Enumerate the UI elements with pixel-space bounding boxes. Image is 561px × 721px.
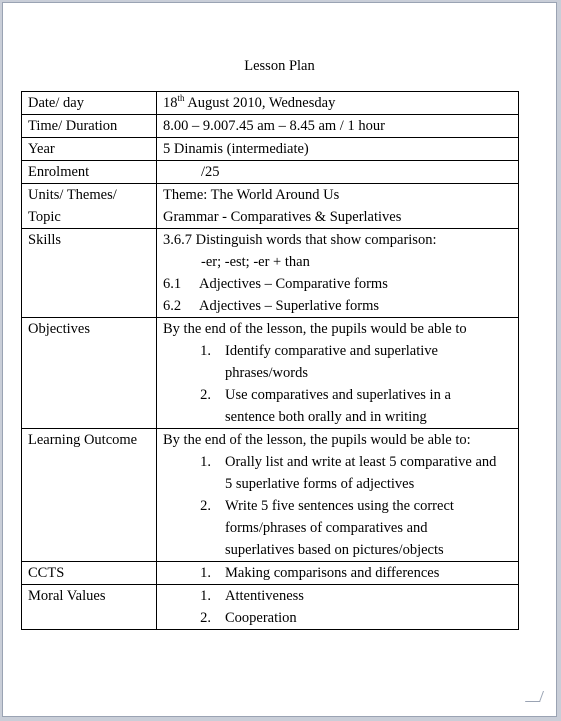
table-row [22,138,519,161]
list-item: 1. Identify comparative and superlative phrases/words [200,343,438,381]
row-label-time: Time/ Duration [22,115,157,138]
row-value-year: 5 Dinamis (intermediate) [157,138,519,161]
row-value-units: Theme: The World Around Us Grammar - Comparatives & Superlatives [157,184,519,229]
list-item: 2. Use comparatives and superlatives in a sentence both orally and in writing [200,387,451,425]
table-row [22,92,519,115]
row-value-skills: 3.6.7 Distinguish words that show comparison: -er; -est; -er + than 6.1 Adjectives – Comparative forms 6.2 Adjectives – Superlative forms [157,229,519,318]
row-label-enrolment: Enrolment [22,161,157,184]
row-label-objectives: Objectives [22,318,157,429]
list-item: 2. Write 5 five sentences using the correct forms/phrases of comparatives and superlatives based on pictures/objects [200,498,454,558]
row-value-objectives: By the end of the lesson, the pupils would be able to 1. Identify comparative and superlative phrases/words 2. Use comparatives and superlatives in a sentence both orally and in writing [157,318,519,429]
lesson-plan-table [21,91,519,630]
page-corner-icon [525,691,544,702]
table-row [22,562,519,585]
list-item: 1. Attentiveness [200,588,304,604]
row-label-year: Year [22,138,157,161]
page-title: Lesson Plan [244,58,315,74]
table-row [22,318,519,429]
table-row [22,429,519,562]
table-row [22,161,519,184]
list-item: 6.1 Adjectives – Comparative forms [163,276,388,292]
row-label-skills: Skills [22,229,157,318]
row-value-moral [157,585,519,630]
row-value-ccts [157,562,519,585]
row-label-date: Date/ day [22,92,157,115]
row-label-outcome: Learning Outcome [22,429,157,562]
row-label-units: Units/ Themes/ Topic [22,184,157,229]
row-value-time: 8.00 – 9.007.45 am – 8.45 am / 1 hour [157,115,519,138]
list-item: 6.2 Adjectives – Superlative forms [163,298,379,314]
document-page [2,2,557,717]
list-item: 1. Making comparisons and differences [200,565,440,581]
table-row [22,184,519,229]
row-value-enrolment: /25 [157,161,519,184]
row-label-moral: Moral Values [22,585,157,630]
table-row [22,585,519,630]
row-value-date: 18th August 2010, Wednesday [157,92,519,115]
table-row [22,115,519,138]
table-row [22,229,519,318]
row-label-ccts: CCTS [22,562,157,585]
row-value-outcome: By the end of the lesson, the pupils would be able to: 1. Orally list and write at least 5 comparative and 5 superlative forms of adjectives 2. Write 5 five sentences using the correct forms/phrases of comparatives and superlatives based on pictures/objects [157,429,519,562]
list-item: 2. Cooperation [200,610,297,626]
list-item: 1. Orally list and write at least 5 comparative and 5 superlative forms of adjectives [200,454,497,492]
